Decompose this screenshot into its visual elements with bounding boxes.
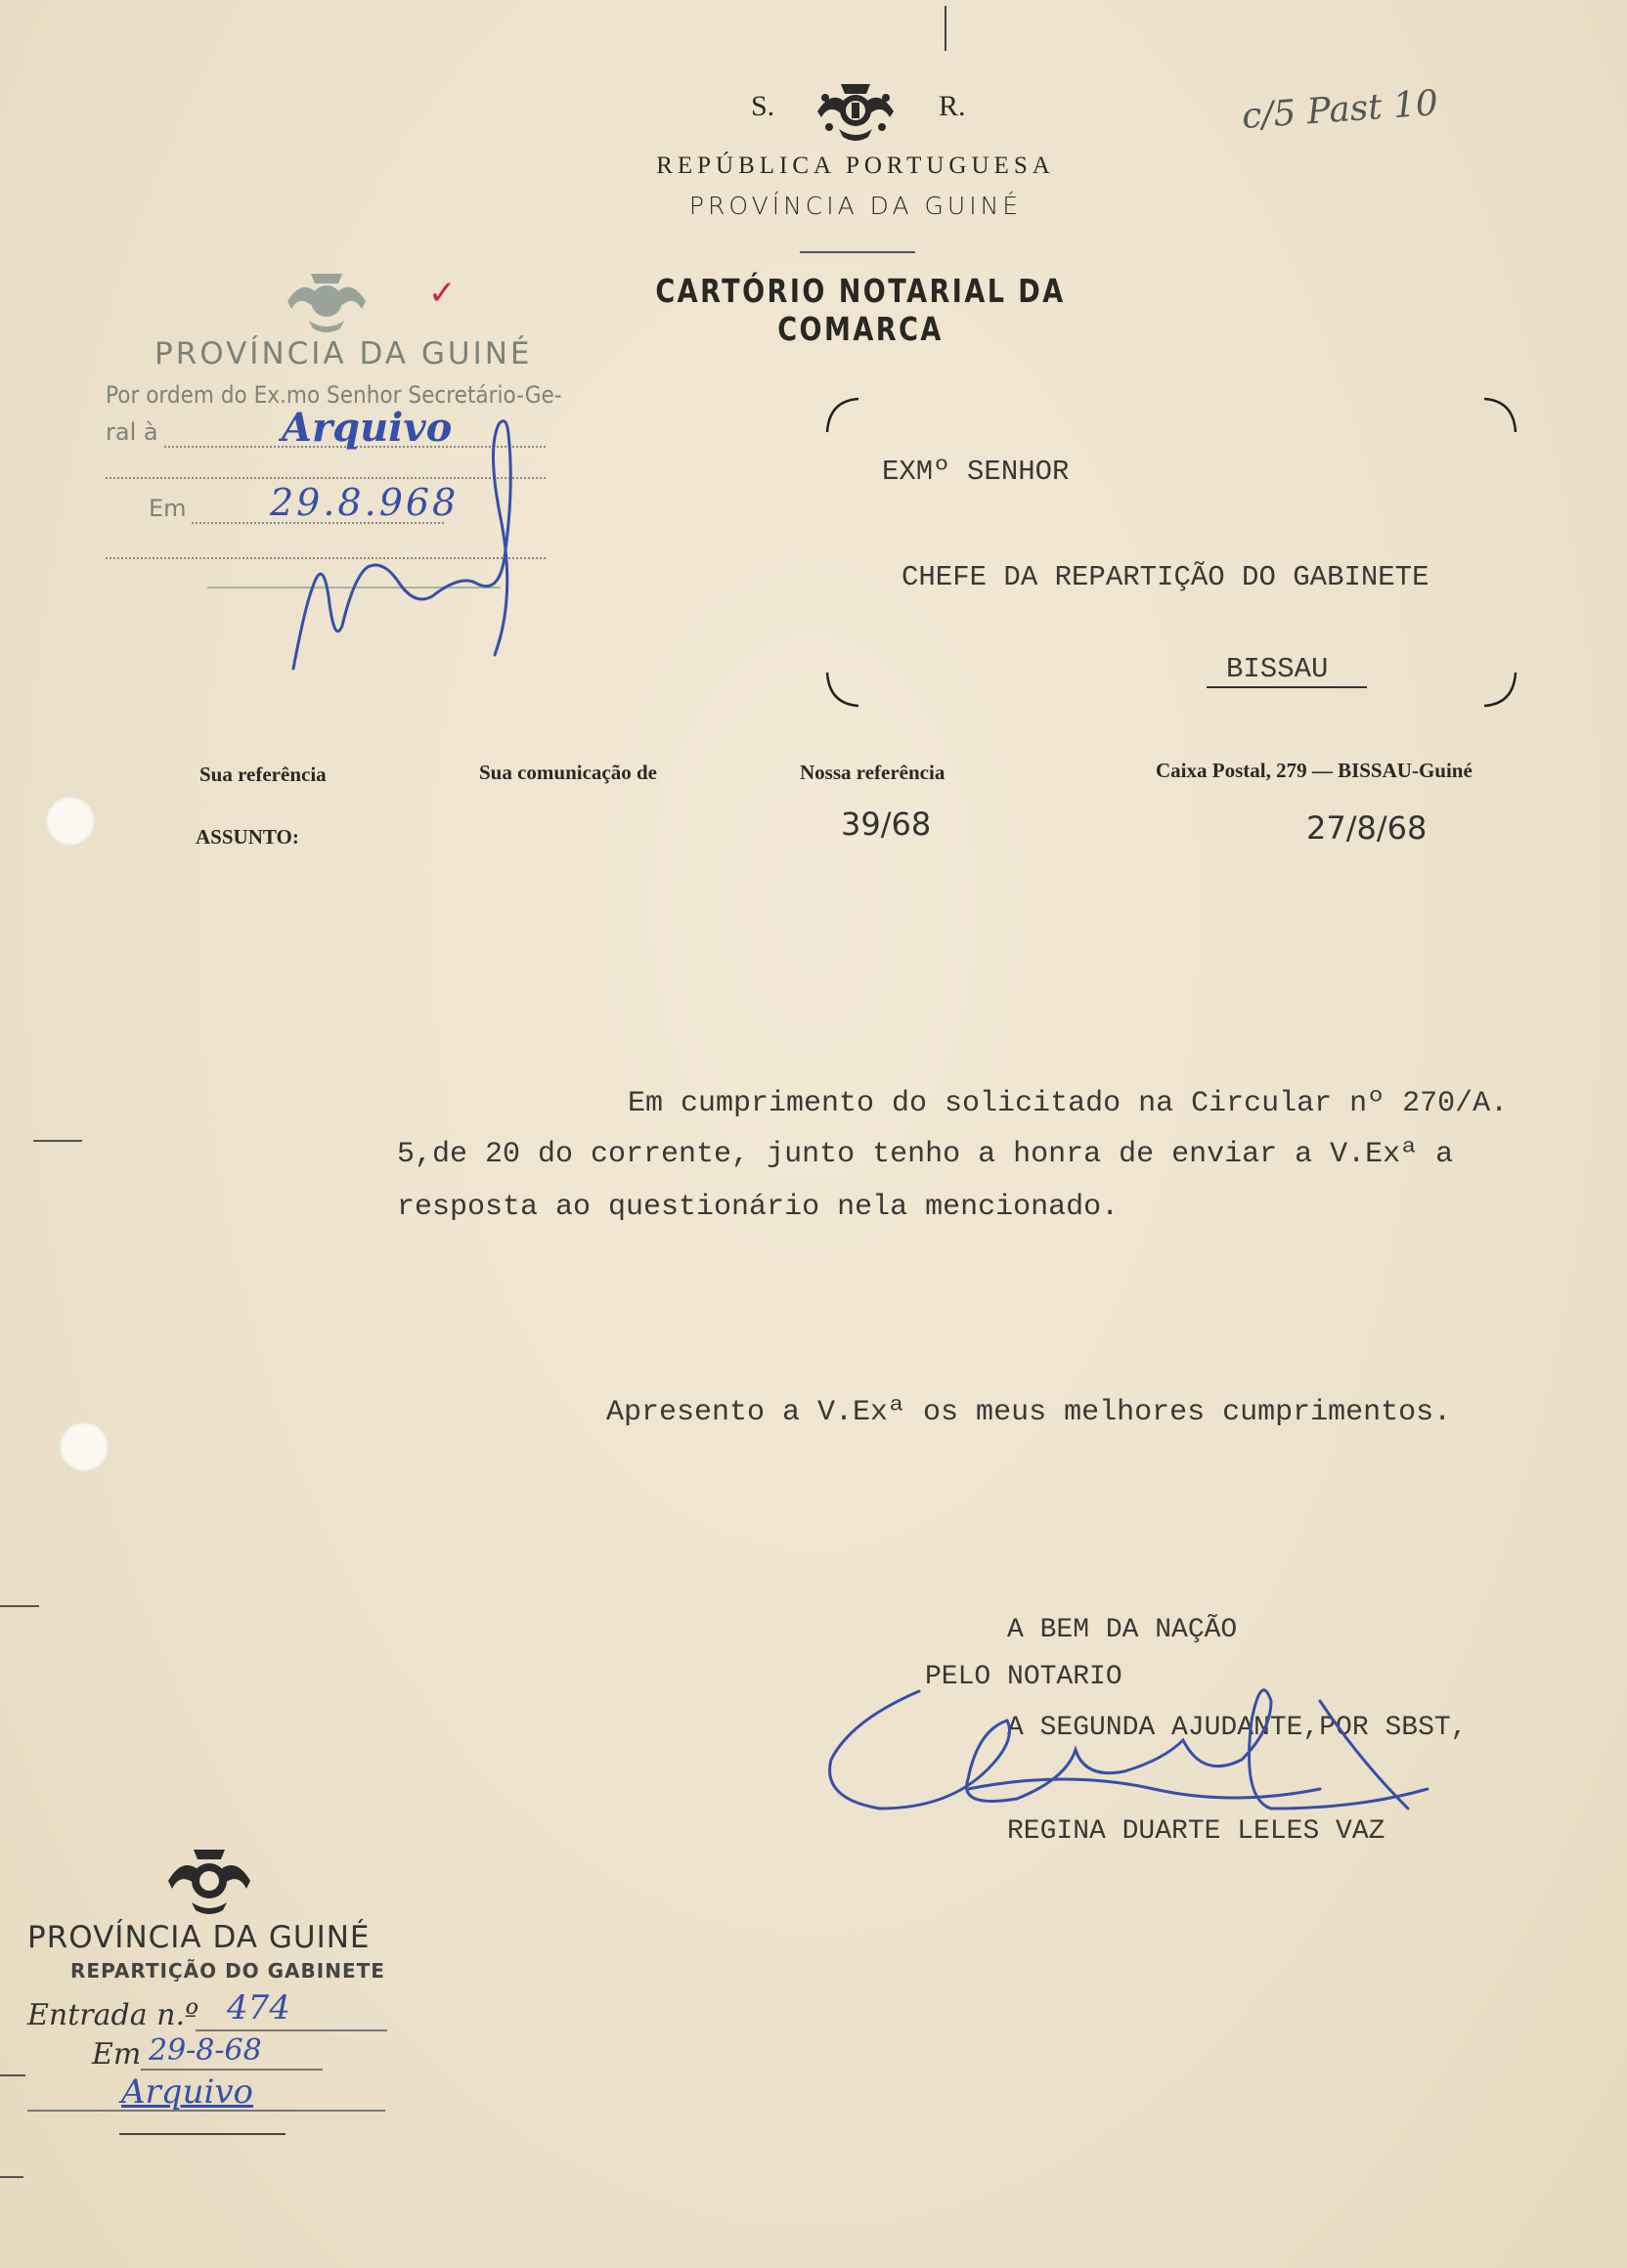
header-initial-right: R. [939, 90, 966, 122]
entry-stamp-em-label: Em [92, 2037, 142, 2072]
label-assunto: ASSUNTO: [196, 825, 299, 849]
label-sua-referencia: Sua referência [199, 763, 327, 786]
address-bracket-bottom-left [823, 671, 862, 710]
check-mark-icon: ✓ [428, 274, 457, 313]
fold-mark [945, 6, 946, 51]
entry-stamp-initials: Arquivo [121, 2072, 254, 2112]
entry-stamp-entrada-label: Entrada n.º [27, 1998, 199, 2032]
header-republic: REPÚBLICA PORTUGUESA [656, 153, 1055, 179]
addressee-salutation: EXMº SENHOR [882, 456, 1070, 488]
label-nossa-referencia: Nossa referência [800, 761, 945, 784]
signature-line-3: A SEGUNDA AJUDANTE,POR SBST, [1007, 1713, 1468, 1743]
coat-of-arms-icon [812, 76, 900, 145]
receipt-stamp-order-line: Por ordem do Ex.mo Senhor Secretário-Ge- [106, 381, 562, 409]
receipt-stamp-date-label: Em [149, 495, 187, 522]
entry-stamp-entrada-value: 474 [227, 1988, 290, 2028]
label-sua-comunicacao: Sua comunicação de [479, 761, 658, 784]
handwritten-signature [812, 1662, 1447, 1857]
entry-stamp-dotline-2 [141, 2069, 323, 2071]
entry-stamp-department: REPARTIÇÃO DO GABINETE [70, 1959, 385, 1983]
margin-tick-3 [0, 2074, 25, 2076]
entry-stamp-emblem-icon [162, 1844, 256, 1918]
document-date-value: 27/8/68 [1306, 809, 1428, 847]
margin-tick-2 [0, 1605, 39, 1607]
stamp-emblem-icon [282, 268, 372, 334]
entry-stamp-bottom-rule [119, 2133, 286, 2135]
signature-line-1: A BEM DA NAÇÃO [1007, 1615, 1238, 1645]
addressee-city: BISSAU [1226, 653, 1329, 685]
address-bracket-top-right [1480, 395, 1519, 434]
label-caixa-postal: Caixa Postal, 279 — BISSAU-Guiné [1156, 759, 1473, 782]
handwritten-filing-note: c/5 Past 10 [1240, 83, 1440, 137]
punch-hole-bottom [59, 1421, 110, 1472]
receipt-stamp-ral-prefix: ral à [106, 418, 158, 446]
body-line-3: resposta ao questionário nela mencionado. [397, 1191, 1120, 1224]
receipt-stamp-province: PROVÍNCIA DA GUINÉ [154, 336, 533, 371]
margin-tick-4 [0, 2176, 23, 2178]
addressee-title: CHEFE DA REPARTIÇÃO DO GABINETE [901, 561, 1429, 593]
entry-stamp-dotline-1 [196, 2029, 387, 2031]
header-office: CARTÓRIO NOTARIAL DA COMARCA [655, 272, 1066, 348]
signature-line-2: PELO NOTARIO [925, 1662, 1122, 1692]
body-line-2: 5,de 20 do corrente, junto tenho a honra de enviar a V.Exª a [397, 1138, 1454, 1171]
receipt-stamp-date-value: 29.8.968 [270, 481, 460, 524]
header-initial-left: S. [751, 90, 775, 122]
receipt-stamp-signature [284, 411, 538, 675]
receipt-stamp-destination: Arquivo [282, 405, 453, 451]
nossa-referencia-value: 39/68 [841, 806, 932, 843]
addressee-city-underline [1207, 686, 1367, 688]
entry-stamp-dotline-3 [27, 2110, 385, 2112]
body-line-1: Em cumprimento do solicitado na Circular nº 270/A. [628, 1087, 1509, 1120]
punch-hole-top [45, 796, 96, 847]
entry-stamp-province: PROVÍNCIA DA GUINÉ [27, 1920, 371, 1955]
body-closing: Apresento a V.Exª os meus melhores cumprimentos. [606, 1396, 1452, 1429]
signature-line-4: REGINA DUARTE LELES VAZ [1007, 1816, 1385, 1847]
entry-stamp-em-value: 29-8-68 [149, 2033, 262, 2068]
header-rule [800, 251, 915, 253]
margin-tick-1 [33, 1140, 82, 1142]
header-province: PROVÍNCIA DA GUINÉ [688, 192, 1023, 220]
address-bracket-bottom-right [1480, 671, 1519, 710]
address-bracket-top-left [823, 395, 862, 434]
